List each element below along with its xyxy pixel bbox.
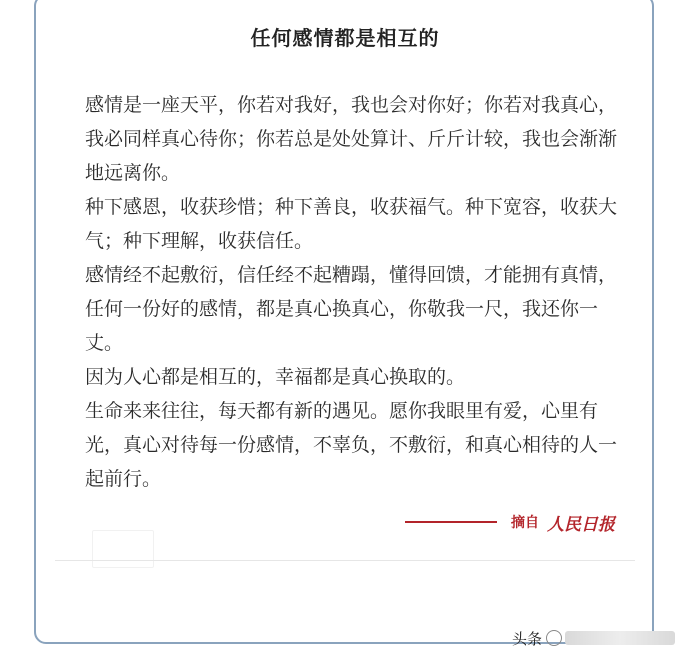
article-body [85, 88, 620, 496]
footer-divider [55, 560, 635, 561]
source-signature [405, 508, 615, 536]
blurred-username [565, 631, 675, 645]
watermark-label: 头条 [512, 629, 543, 648]
faint-mark [92, 530, 154, 568]
paragraph: 生命来来往往，每天都有新的遇见。愿你我眼里有爱，心里有光，真心对待每一份感情，不辜负，不敷衍，和真心相待的人一起前行。 [85, 400, 618, 490]
signature-rule [405, 521, 497, 523]
excerpt-label: 摘自 [511, 515, 539, 531]
paragraph: 种下感恩，收获珍惜；种下善良，收获福气。种下宽容，收获大气；种下理解，收获信任。 [85, 196, 618, 252]
paragraph: 感情经不起敷衍，信任经不起糟蹋，懂得回馈，才能拥有真情，任何一份好的感情，都是真心换真心，你敬我一尺，我还你一丈。 [85, 264, 618, 354]
platform-watermark [512, 627, 675, 649]
paragraph: 因为人心都是相互的，幸福都是真心换取的。 [85, 366, 466, 388]
newspaper-logo: 人民日报 [547, 514, 615, 535]
article-title: 任何感情都是相互的 [250, 26, 440, 50]
at-icon [546, 630, 562, 646]
paragraph: 感情是一座天平，你若对我好，我也会对你好；你若对我真心，我必同样真心待你；你若总是处处算计、斤斤计较，我也会渐渐地远离你。 [85, 94, 618, 184]
